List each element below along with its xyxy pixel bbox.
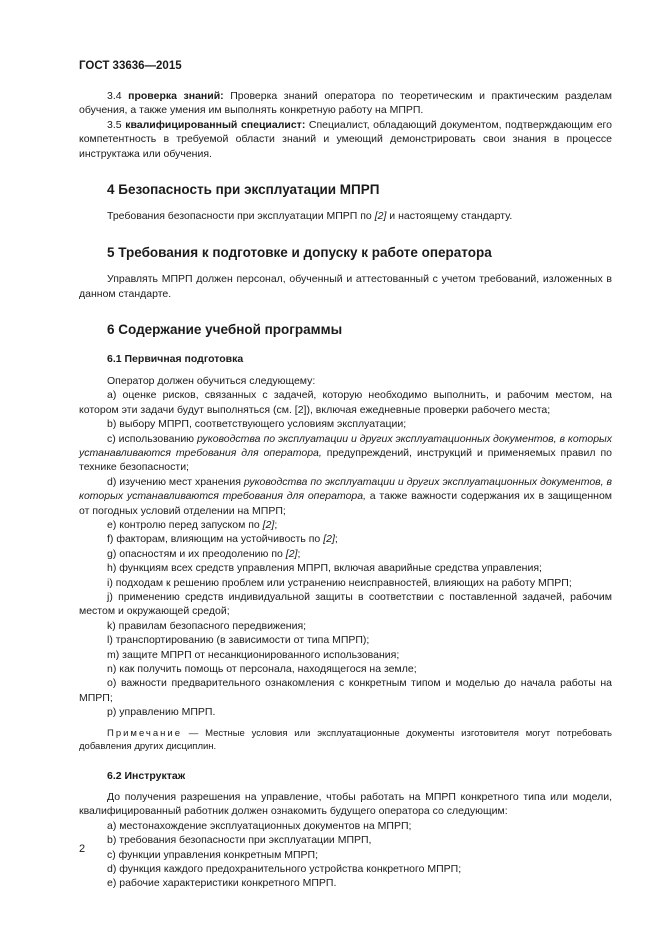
def-number: 3.4 (107, 90, 129, 102)
list-item-c: c) функции управления конкретным МПРП; (107, 848, 318, 861)
list-intro: Оператор должен обучиться следующему: (107, 374, 316, 387)
text-run: g) опасностям и их преодолению по (107, 547, 286, 560)
definition-3-5 (79, 118, 612, 161)
subsection-6-2-heading: 6.2 Инструктаж (107, 769, 186, 782)
document-header: ГОСТ 33636—2015 (79, 60, 182, 72)
section-6-heading: 6 Содержание учебной программы (107, 322, 343, 338)
text-run: c) использованию (107, 432, 197, 445)
def-text: Проверка знаний оператора по теоретическим и практическим разделам обучения, а также умения им выполнять конкретную работу на МПРП. (79, 90, 612, 117)
list-item-o: o) важности предварительного ознакомления с конкретным типом и моделью до начала работы на МПРП; (79, 677, 612, 704)
list-item-e: e) рабочие характеристики конкретного МПРП. (107, 877, 337, 890)
section-4-heading: 4 Безопасность при эксплуатации МПРП (107, 182, 380, 198)
section-5-text: Управлять МПРП должен персонал, обученный и аттестованный с учетом требований, изложенных в данном стандарте. (79, 273, 612, 300)
italic-run: руководства по эксплуатации и других эксплуатационных документов, в которых устанавливаются требования для оператора, (79, 432, 613, 459)
def-text: Специалист, обладающий документом, подтверждающим его компетентность в требуемой области знаний и умеющий демонстрировать свои знания в процессе инструктажа или обучения. (79, 118, 612, 160)
text-run: e) контролю перед запуском по (107, 518, 263, 531)
text-run: d) изучению мест хранения (107, 475, 244, 488)
list-item-e (79, 518, 612, 532)
list-item-f (79, 532, 612, 546)
text-run: f) факторам, влияющим на устойчивость по (107, 533, 324, 546)
note (79, 727, 612, 753)
text-run: и настоящему стандарту. (386, 210, 513, 223)
reference-link: [2] (374, 210, 387, 223)
list-item-k: k) правилам безопасного передвижения; (107, 619, 307, 632)
page-number: 2 (79, 843, 86, 855)
def-term: квалифицированный специалист: (125, 118, 306, 131)
list-item-b: b) требования безопасности при эксплуатации МПРП, (107, 834, 372, 847)
subsection-6-1-heading: 6.1 Первичная подготовка (107, 353, 244, 366)
list-item-b: b) выбору МПРП, соответствующего условиям эксплуатации; (107, 418, 407, 431)
note-text: — Местные условия или эксплуатационные документы изготовителя могут потребовать добавления других дисциплин. (79, 727, 612, 752)
reference-link: [2] (262, 518, 275, 531)
list-item-a: a) местонахождение эксплуатационных документов на МПРП; (107, 819, 412, 832)
reference-link: [2] (323, 533, 335, 546)
document-body (79, 89, 612, 891)
list-item-c (79, 432, 612, 475)
def-number: 3.5 (107, 118, 126, 131)
section-5-heading: 5 Требования к подготовке и допуску к работе оператора (107, 244, 492, 260)
definition-3-4 (79, 89, 612, 118)
list-item-m: m) защите МПРП от несанкционированного использования; (107, 648, 400, 661)
list-item-i: i) подходам к решению проблем или устранению неисправностей, влияющих на работу МПРП; (107, 576, 572, 589)
reference-link: [2] (285, 547, 298, 560)
section-4-text (79, 209, 612, 223)
list-item-d: d) функция каждого предохранительного устройства конкретного МПРП; (107, 863, 462, 876)
italic-run: руководства по эксплуатации и других эксплуатационных документов, в которых устанавливаются требования для оператора, (79, 475, 612, 503)
list-intro: До получения разрешения на управление, чтобы работать на МПРП конкретного типа или модели, квалифицированный работник должен ознакомить будущего оператора со следующим: (79, 791, 612, 818)
text-run: ; (274, 518, 278, 531)
list-item-d (79, 475, 612, 518)
text-run: а также важности содержания их в защищенном от погодных условий отделении на МПРП; (79, 490, 613, 517)
text-run: предупреждений, инструкций и применяемых правил по технике безопасности; (79, 446, 612, 474)
list-item-g (79, 547, 612, 561)
list-item-a: a) оценке рисков, связанных с задачей, которую необходимо выполнить, и рабочим местом, на котором эти задачи будут выполняться (см. [2]), включая ежедневные проверки рабочего места; (79, 389, 612, 416)
list-item-p: p) управлению МПРП. (107, 706, 216, 719)
list-item-h: h) функциям всех средств управления МПРП, включая аварийные средства управления; (107, 562, 542, 575)
text-run: Требования безопасности при эксплуатации МПРП по (107, 210, 375, 223)
text-run: ; (297, 547, 301, 560)
list-item-j: j) применению средств индивидуальной защиты в соответствии с поставленной задачей, рабочим местом и окружающей средой; (79, 590, 612, 618)
text-run: ; (334, 533, 338, 546)
note-label: Примечание (107, 727, 182, 739)
def-term: проверка знаний: (128, 90, 224, 102)
list-item-n: n) как получить помощь от персонала, находящегося на земле; (107, 663, 417, 675)
list-item-l: l) транспортированию (в зависимости от типа МПРП); (107, 634, 370, 647)
